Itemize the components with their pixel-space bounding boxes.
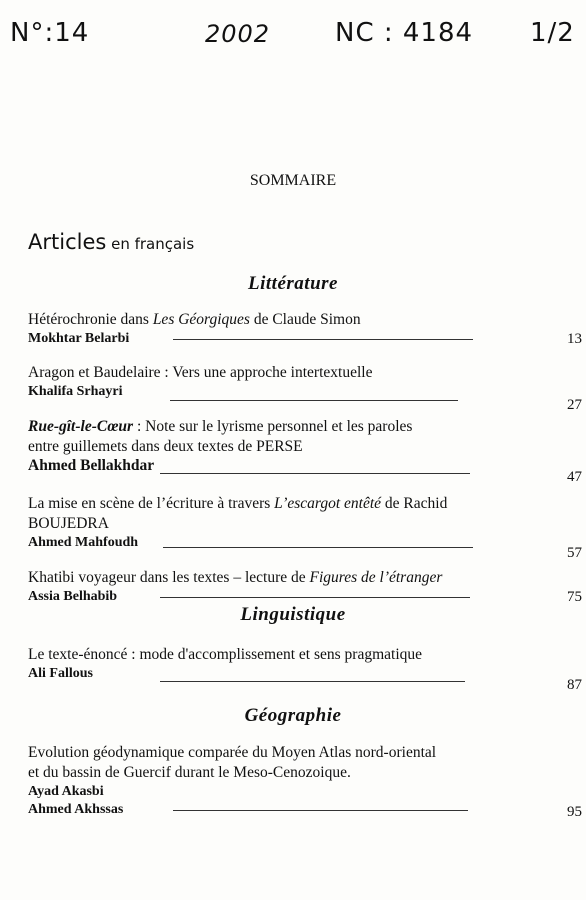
toc-entry [28,645,582,693]
entry-title [28,363,548,383]
entry-title [28,645,548,665]
handwritten-call-number: NC : 4184 [335,18,474,48]
entry-title [28,494,548,534]
page-title: SOMMAIRE [249,172,337,189]
category-geographie: Géographie [244,705,342,726]
entry-title-text: Hétérochronie dans [28,311,153,328]
handwritten-part: 1/2 [530,18,575,48]
dotted-leader [163,547,473,548]
entry-author: Ahmed Akhssas [28,802,124,817]
entry-title-text: Khatibi voyageur dans les textes – lecture de [28,569,310,586]
section-heading [28,230,194,254]
entry-title [28,568,548,588]
entry-page-number: 47 [567,469,582,485]
entry-page-number: 57 [567,545,582,561]
entry-title-text: La mise en scène de l’écriture à travers [28,495,275,512]
entry-title-italic: L’escargot entêté [274,495,382,512]
entry-title [28,417,548,457]
entry-author: Ayad Akasbi [28,784,104,799]
entry-title-text: BOUJEDRA [28,515,109,532]
toc-entry [28,494,582,561]
entry-title-italic: Figures de l’étranger [309,569,443,586]
section-heading-initial: A [28,230,43,254]
entry-title-text: de Claude Simon [249,311,361,328]
handwritten-issue-number: N°:14 [10,18,90,48]
toc-entry [28,417,582,485]
entry-title-text: : Note sur le lyrisme personnel et les paroles [133,418,413,435]
dotted-leader [160,597,470,598]
entry-title-text: Aragon et Baudelaire : Vers une approche intertextuelle [28,364,373,381]
entry-title [28,743,548,783]
entry-title-bold-italic: Rue-gît-le-Cœur [28,418,134,435]
entry-title-italic: Les Géorgiques [152,311,250,328]
section-heading-rest: rticles [42,230,107,254]
entry-author: Mokhtar Belarbi [28,331,130,346]
entry-title-text: et du bassin de Guercif durant le Meso-Cenozoique. [28,764,351,781]
section-heading-suffix: en français [106,235,195,253]
toc-entry [28,310,582,348]
entry-author: Ahmed Mahfoudh [28,535,139,550]
entry-author: Assia Belhabib [28,589,118,604]
entry-authors [28,330,582,348]
entry-title-text: Evolution géodynamique comparée du Moyen Atlas nord-oriental [28,744,437,761]
entry-page-number: 75 [567,589,582,605]
entry-page-number: 95 [567,804,582,820]
entry-title-text: de Rachid [381,495,448,512]
dotted-leader [170,400,458,401]
entry-page-number: 27 [567,397,582,413]
toc-entry [28,568,582,606]
entry-title [28,310,548,330]
entry-authors [28,665,582,693]
entry-page-number: 87 [567,677,582,693]
toc-entry [28,743,582,820]
category-linguistique: Linguistique [240,604,346,625]
entry-page-number: 13 [567,331,582,347]
entry-author: Ahmed Bellakhdar [28,457,155,474]
dotted-leader [160,473,470,474]
dotted-leader [173,810,468,811]
dotted-leader [160,681,465,682]
toc-entry [28,363,582,413]
handwritten-year: 2002 [205,20,271,48]
category-litterature: Littérature [248,273,338,294]
entry-author: Khalifa Srhayri [28,384,123,399]
entry-title-text: entre guillemets dans deux textes de PERSE [28,438,303,455]
entry-authors [28,383,582,413]
entry-author: Ali Fallous [28,666,93,681]
entry-authors [28,534,582,561]
entry-authors [28,457,582,485]
entry-authors [28,783,582,820]
entry-title-text: Le texte-énoncé : mode d'accomplissement et sens pragmatique [28,646,423,663]
dotted-leader [173,339,473,340]
